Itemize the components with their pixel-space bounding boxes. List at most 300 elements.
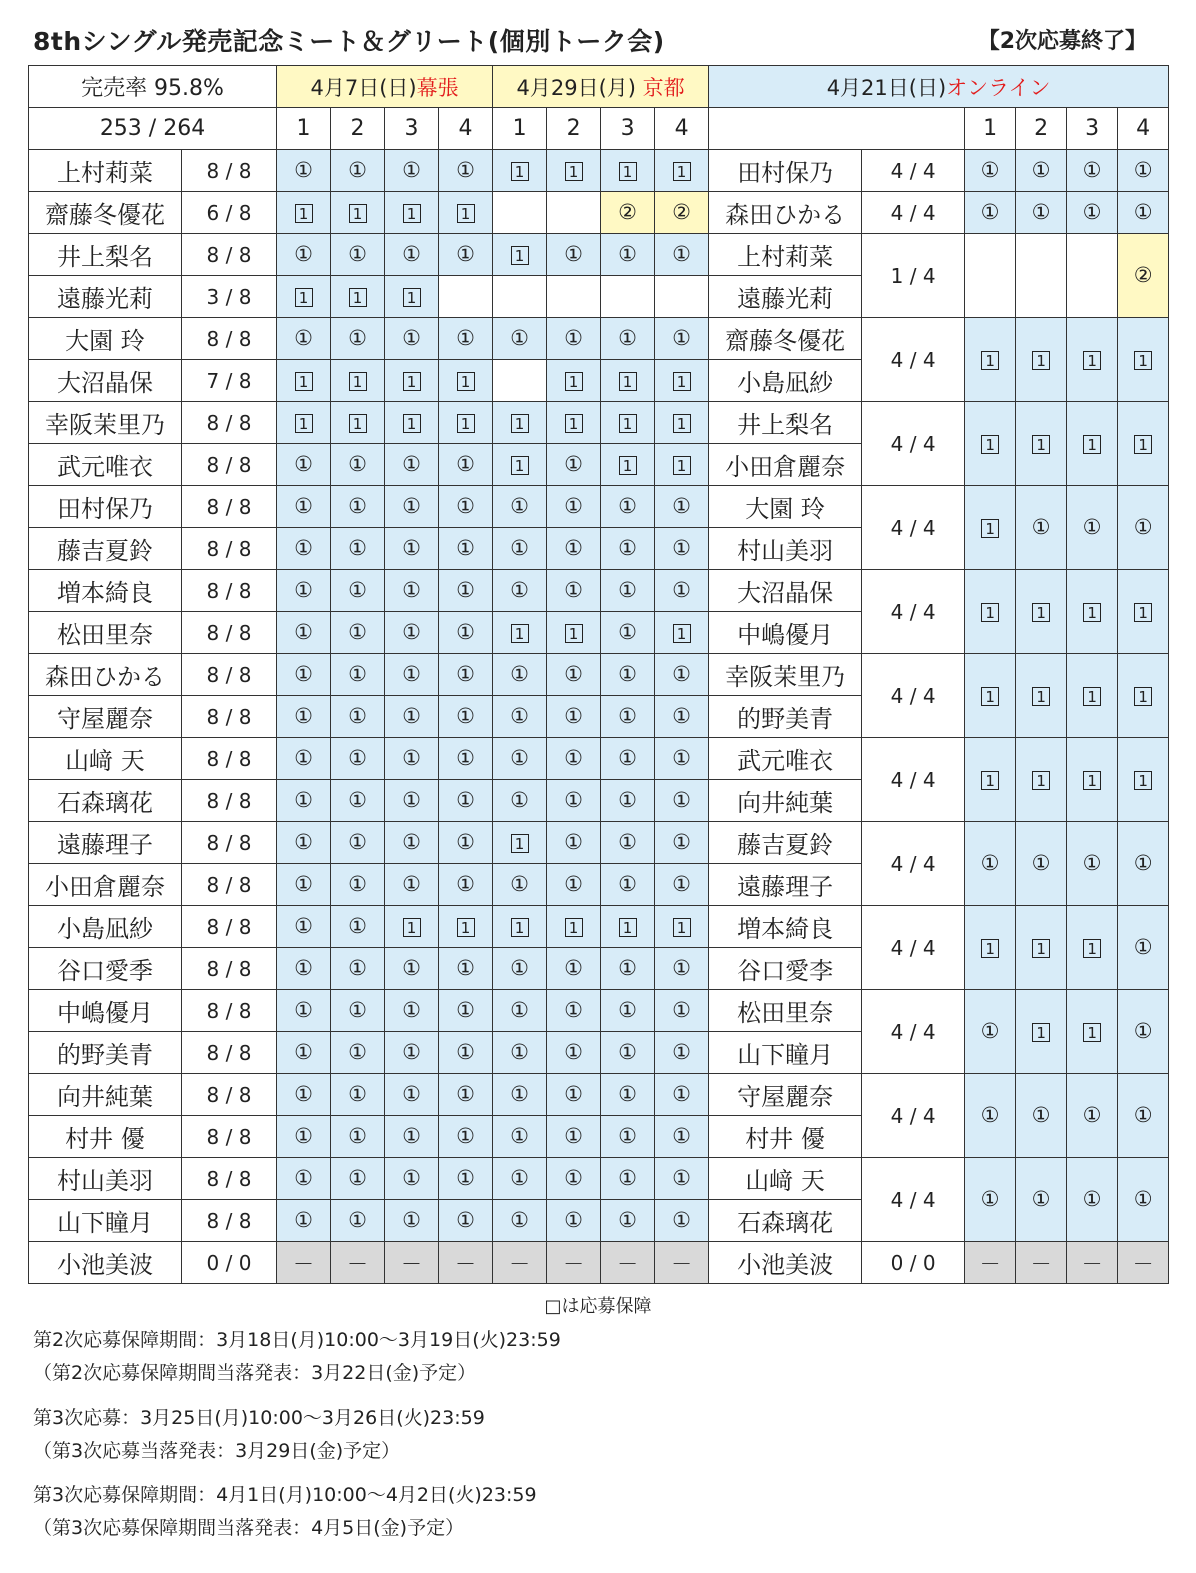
event-place: 京都 xyxy=(642,75,685,100)
slot-cell xyxy=(439,696,493,738)
circled-one-icon: ① xyxy=(294,662,313,686)
sold-ratio: 8 / 8 xyxy=(182,1074,277,1116)
circled-one-icon: ① xyxy=(294,830,313,854)
slot-cell xyxy=(1118,570,1169,654)
circled-one-icon: ① xyxy=(456,704,475,728)
circled-one-icon: ① xyxy=(672,1124,691,1148)
circled-one-icon: ① xyxy=(294,1040,313,1064)
sold-ratio: 8 / 8 xyxy=(182,1200,277,1242)
slot-cell xyxy=(1016,486,1067,570)
slot-cell xyxy=(1067,906,1118,990)
slot-number: 3 xyxy=(601,108,655,150)
boxed-one-icon: 1 xyxy=(295,204,313,223)
slot-cell xyxy=(439,990,493,1032)
slot-cell xyxy=(547,738,601,780)
slot-cell xyxy=(547,1074,601,1116)
slot-cell xyxy=(277,612,331,654)
boxed-one-icon: 1 xyxy=(673,456,691,475)
slot-cell xyxy=(493,318,547,360)
slot-cell xyxy=(547,1242,601,1284)
boxed-one-icon: 1 xyxy=(673,624,691,643)
event-date: 4月29日(月) xyxy=(516,75,643,100)
slot-cell xyxy=(277,948,331,990)
circled-one-icon: ① xyxy=(348,704,367,728)
circled-one-icon: ① xyxy=(348,242,367,266)
circled-one-icon: ① xyxy=(1133,158,1153,182)
slot-cell xyxy=(493,612,547,654)
online-sold-ratio: 4 / 4 xyxy=(862,150,965,192)
boxed-one-icon: 1 xyxy=(619,162,637,181)
slot-cell xyxy=(277,906,331,948)
slot-cell xyxy=(965,486,1016,570)
slot-cell xyxy=(385,570,439,612)
circled-one-icon: ① xyxy=(510,956,529,980)
circled-one-icon: ① xyxy=(294,494,313,518)
circled-one-icon: ① xyxy=(510,494,529,518)
circled-one-icon: ① xyxy=(1031,200,1051,224)
slot-cell xyxy=(547,444,601,486)
slot-cell xyxy=(385,528,439,570)
event-header-makuhari xyxy=(277,66,493,108)
circled-one-icon: ① xyxy=(294,998,313,1022)
circled-one-icon: ① xyxy=(980,851,1000,875)
circled-one-icon: ① xyxy=(564,998,583,1022)
slot-cell xyxy=(601,528,655,570)
circled-one-icon: ① xyxy=(402,830,421,854)
boxed-one-icon: 1 xyxy=(673,372,691,391)
slot-cell xyxy=(331,150,385,192)
slot-cell xyxy=(277,990,331,1032)
sold-ratio: 8 / 8 xyxy=(182,318,277,360)
circled-one-icon: ① xyxy=(510,1208,529,1232)
slot-cell xyxy=(277,234,331,276)
slot-cell xyxy=(385,1032,439,1074)
slot-cell xyxy=(331,1074,385,1116)
boxed-one-icon: 1 xyxy=(295,372,313,391)
circled-one-icon: ① xyxy=(980,1103,1000,1127)
member-name: 小田倉麗奈 xyxy=(29,864,182,906)
circled-one-icon: ① xyxy=(348,620,367,644)
circled-one-icon: ① xyxy=(1133,515,1153,539)
slot-cell xyxy=(655,234,709,276)
circled-one-icon: ① xyxy=(564,830,583,854)
boxed-one-icon: 1 xyxy=(1083,351,1101,370)
circled-one-icon: ① xyxy=(348,830,367,854)
circled-one-icon: ① xyxy=(456,1166,475,1190)
table-row xyxy=(29,822,1169,864)
slot-cell xyxy=(601,612,655,654)
circled-one-icon: ① xyxy=(618,1082,637,1106)
slot-cell xyxy=(439,612,493,654)
circled-one-icon: ① xyxy=(348,662,367,686)
circled-one-icon: ① xyxy=(1133,935,1153,959)
circled-one-icon: ① xyxy=(510,872,529,896)
dash-icon: － xyxy=(455,1251,477,1276)
boxed-one-icon: 1 xyxy=(565,414,583,433)
circled-one-icon: ① xyxy=(980,1187,1000,1211)
slot-cell xyxy=(331,1116,385,1158)
circled-one-icon: ① xyxy=(618,620,637,644)
circled-one-icon: ① xyxy=(564,452,583,476)
slot-cell xyxy=(965,822,1016,906)
circled-one-icon: ① xyxy=(980,158,1000,182)
circled-one-icon: ① xyxy=(348,1166,367,1190)
circled-one-icon: ① xyxy=(348,1124,367,1148)
online-member-name: 井上梨名 xyxy=(709,402,862,444)
slot-cell xyxy=(601,1242,655,1284)
slot-cell xyxy=(601,1200,655,1242)
circled-one-icon: ① xyxy=(294,1124,313,1148)
circled-one-icon: ① xyxy=(348,158,367,182)
circled-one-icon: ① xyxy=(402,536,421,560)
circled-one-icon: ① xyxy=(672,704,691,728)
slot-cell xyxy=(385,276,439,318)
slot-cell xyxy=(493,948,547,990)
slot-cell xyxy=(655,780,709,822)
online-member-name: 山下瞳月 xyxy=(709,1032,862,1074)
member-name: 山﨑 天 xyxy=(29,738,182,780)
slot-cell xyxy=(331,654,385,696)
boxed-one-icon: 1 xyxy=(1032,351,1050,370)
boxed-one-icon: 1 xyxy=(981,603,999,622)
slot-cell xyxy=(385,906,439,948)
dash-icon: － xyxy=(1030,1251,1052,1276)
slot-cell xyxy=(493,486,547,528)
slot-cell xyxy=(547,528,601,570)
circled-one-icon: ① xyxy=(564,1040,583,1064)
boxed-one-icon: 1 xyxy=(1032,603,1050,622)
online-sold-ratio: 4 / 4 xyxy=(862,570,965,654)
slot-cell xyxy=(439,570,493,612)
slot-cell xyxy=(439,780,493,822)
circled-one-icon: ① xyxy=(348,536,367,560)
boxed-one-icon: 1 xyxy=(511,456,529,475)
sold-ratio: 7 / 8 xyxy=(182,360,277,402)
slot-cell xyxy=(547,150,601,192)
circled-one-icon: ① xyxy=(1031,1187,1051,1211)
slot-cell xyxy=(277,1032,331,1074)
slot-cell xyxy=(331,528,385,570)
slot-cell xyxy=(493,1074,547,1116)
sold-ratio: 8 / 8 xyxy=(182,486,277,528)
circled-one-icon: ① xyxy=(672,536,691,560)
boxed-one-icon: 1 xyxy=(673,918,691,937)
sold-ratio: 8 / 8 xyxy=(182,1032,277,1074)
slot-cell xyxy=(655,402,709,444)
circled-one-icon: ① xyxy=(564,788,583,812)
sold-ratio: 8 / 8 xyxy=(182,528,277,570)
dash-icon: － xyxy=(293,1251,315,1276)
slot-cell xyxy=(601,906,655,948)
boxed-one-icon: 1 xyxy=(981,771,999,790)
slot-cell xyxy=(547,276,601,318)
slot-cell xyxy=(1118,192,1169,234)
slot-cell xyxy=(385,360,439,402)
circled-one-icon: ① xyxy=(1082,851,1102,875)
member-name: 井上梨名 xyxy=(29,234,182,276)
sold-count: 253 / 264 xyxy=(29,108,277,150)
slot-cell xyxy=(547,1116,601,1158)
online-sold-ratio: 4 / 4 xyxy=(862,486,965,570)
slot-cell xyxy=(493,276,547,318)
slot-cell xyxy=(277,528,331,570)
member-name: 大園 玲 xyxy=(29,318,182,360)
slot-cell xyxy=(547,780,601,822)
circled-two-icon: ② xyxy=(1133,263,1153,287)
circled-one-icon: ① xyxy=(1031,515,1051,539)
slot-cell xyxy=(277,780,331,822)
boxed-one-icon: 1 xyxy=(619,372,637,391)
dash-icon: － xyxy=(1132,1251,1154,1276)
event-header-kyoto xyxy=(493,66,709,108)
circled-one-icon: ① xyxy=(402,1166,421,1190)
slot-number: 1 xyxy=(493,108,547,150)
online-member-name: 向井純葉 xyxy=(709,780,862,822)
slot-cell xyxy=(331,738,385,780)
boxed-one-icon: 1 xyxy=(1134,603,1152,622)
slot-cell xyxy=(493,360,547,402)
circled-one-icon: ① xyxy=(564,1208,583,1232)
circled-one-icon: ① xyxy=(618,956,637,980)
sold-ratio: 8 / 8 xyxy=(182,234,277,276)
table-row xyxy=(29,402,1169,444)
slot-cell xyxy=(1016,150,1067,192)
slot-cell xyxy=(655,696,709,738)
slot-cell xyxy=(493,864,547,906)
circled-one-icon: ① xyxy=(402,872,421,896)
slot-cell xyxy=(1067,192,1118,234)
circled-one-icon: ① xyxy=(294,1208,313,1232)
page-title: 8thシングル発売記念ミート＆グリート(個別トーク会) xyxy=(33,27,665,56)
circled-one-icon: ① xyxy=(294,746,313,770)
slot-cell xyxy=(439,1242,493,1284)
circled-one-icon: ① xyxy=(402,578,421,602)
slot-cell xyxy=(655,360,709,402)
boxed-one-icon: 1 xyxy=(981,351,999,370)
circled-one-icon: ① xyxy=(564,956,583,980)
slot-cell xyxy=(331,948,385,990)
slot-cell xyxy=(439,276,493,318)
slot-cell xyxy=(1067,1158,1118,1242)
slot-cell xyxy=(655,192,709,234)
slot-number: 4 xyxy=(439,108,493,150)
slot-cell xyxy=(1118,318,1169,402)
slot-cell xyxy=(965,1074,1016,1158)
slot-cell xyxy=(385,1116,439,1158)
slot-cell xyxy=(385,1200,439,1242)
online-member-name: 村井 優 xyxy=(709,1116,862,1158)
slot-cell xyxy=(439,864,493,906)
circled-one-icon: ① xyxy=(294,788,313,812)
slot-cell xyxy=(439,906,493,948)
boxed-one-icon: 1 xyxy=(511,162,529,181)
circled-one-icon: ① xyxy=(672,788,691,812)
dash-icon: － xyxy=(1081,1251,1103,1276)
slot-cell xyxy=(601,276,655,318)
slot-cell xyxy=(601,864,655,906)
circled-one-icon: ① xyxy=(402,1124,421,1148)
online-member-name: 森田ひかる xyxy=(709,192,862,234)
circled-one-icon: ① xyxy=(672,242,691,266)
circled-one-icon: ① xyxy=(618,242,637,266)
slot-cell xyxy=(601,1074,655,1116)
slot-cell xyxy=(439,444,493,486)
slot-cell xyxy=(655,1200,709,1242)
slot-cell xyxy=(655,948,709,990)
slot-cell xyxy=(331,990,385,1032)
dash-icon: － xyxy=(617,1251,639,1276)
online-member-name: 守屋麗奈 xyxy=(709,1074,862,1116)
circled-one-icon: ① xyxy=(456,326,475,350)
circled-one-icon: ① xyxy=(672,872,691,896)
slot-cell xyxy=(1067,570,1118,654)
online-sold-ratio: 4 / 4 xyxy=(862,822,965,906)
slot-cell xyxy=(965,654,1016,738)
slot-cell xyxy=(277,864,331,906)
circled-one-icon: ① xyxy=(510,788,529,812)
slot-cell xyxy=(385,948,439,990)
slot-cell xyxy=(385,612,439,654)
slot-cell xyxy=(601,444,655,486)
slot-cell xyxy=(385,780,439,822)
slot-cell xyxy=(655,654,709,696)
member-name: 遠藤理子 xyxy=(29,822,182,864)
slot-number: 2 xyxy=(1016,108,1067,150)
footer-line: 第3次応募保障期間：4月1日(月)10:00～4月2日(火)23:59 xyxy=(33,1484,537,1506)
slot-cell xyxy=(439,234,493,276)
slot-cell xyxy=(385,1158,439,1200)
slot-cell xyxy=(601,150,655,192)
online-member-name: 小池美波 xyxy=(709,1242,862,1284)
slot-cell xyxy=(439,1032,493,1074)
circled-one-icon: ① xyxy=(1133,1103,1153,1127)
circled-one-icon: ① xyxy=(294,704,313,728)
online-member-name: 上村莉菜 xyxy=(709,234,862,276)
slot-cell xyxy=(1118,990,1169,1074)
circled-one-icon: ① xyxy=(402,956,421,980)
circled-one-icon: ① xyxy=(618,788,637,812)
slot-cell xyxy=(965,990,1016,1074)
slot-cell xyxy=(493,1200,547,1242)
slot-cell xyxy=(1118,1158,1169,1242)
dash-icon: － xyxy=(563,1251,585,1276)
dash-icon: － xyxy=(979,1251,1001,1276)
slot-cell xyxy=(439,948,493,990)
slot-cell xyxy=(1016,990,1067,1074)
circled-one-icon: ① xyxy=(348,914,367,938)
slot-cell xyxy=(965,192,1016,234)
circled-one-icon: ① xyxy=(402,998,421,1022)
member-name: 田村保乃 xyxy=(29,486,182,528)
table-row xyxy=(29,738,1169,780)
circled-one-icon: ① xyxy=(564,242,583,266)
slot-cell xyxy=(1067,402,1118,486)
boxed-one-icon: 1 xyxy=(981,435,999,454)
footer-line: （第3次応募当落発表：3月29日(金)予定） xyxy=(33,1440,401,1462)
slot-cell xyxy=(331,780,385,822)
slot-cell xyxy=(277,192,331,234)
member-name: 武元唯衣 xyxy=(29,444,182,486)
circled-one-icon: ① xyxy=(456,788,475,812)
slot-cell xyxy=(493,570,547,612)
header-row-events xyxy=(29,66,1169,108)
slot-cell xyxy=(655,864,709,906)
sold-ratio: 3 / 8 xyxy=(182,276,277,318)
slot-cell xyxy=(277,738,331,780)
slot-cell xyxy=(1118,738,1169,822)
boxed-one-icon: 1 xyxy=(403,414,421,433)
slot-cell xyxy=(1016,402,1067,486)
slot-cell xyxy=(493,150,547,192)
slot-cell xyxy=(547,612,601,654)
slot-cell xyxy=(1016,1158,1067,1242)
circled-one-icon: ① xyxy=(564,704,583,728)
slot-cell xyxy=(1118,906,1169,990)
slot-cell xyxy=(493,1116,547,1158)
circled-one-icon: ① xyxy=(672,494,691,518)
boxed-one-icon: 1 xyxy=(981,939,999,958)
dash-icon: － xyxy=(671,1251,693,1276)
online-member-name: 藤吉夏鈴 xyxy=(709,822,862,864)
slot-cell xyxy=(331,1200,385,1242)
slot-cell xyxy=(547,486,601,528)
slot-cell xyxy=(1067,1242,1118,1284)
slot-cell xyxy=(965,570,1016,654)
online-member-name: 遠藤理子 xyxy=(709,864,862,906)
slot-cell xyxy=(547,570,601,612)
boxed-one-icon: 1 xyxy=(1083,435,1101,454)
online-sold-ratio: 0 / 0 xyxy=(862,1242,965,1284)
slot-cell xyxy=(655,1158,709,1200)
circled-one-icon: ① xyxy=(564,1082,583,1106)
slot-cell xyxy=(965,906,1016,990)
slot-cell xyxy=(547,1200,601,1242)
slot-cell xyxy=(493,528,547,570)
circled-two-icon: ② xyxy=(672,200,691,224)
circled-one-icon: ① xyxy=(1133,851,1153,875)
slot-cell xyxy=(601,780,655,822)
member-name: 松田里奈 xyxy=(29,612,182,654)
slot-cell xyxy=(601,654,655,696)
slot-cell xyxy=(1016,318,1067,402)
circled-one-icon: ① xyxy=(402,1208,421,1232)
circled-one-icon: ① xyxy=(348,998,367,1022)
circled-one-icon: ① xyxy=(618,1124,637,1148)
slot-cell xyxy=(655,486,709,528)
online-sold-ratio: 4 / 4 xyxy=(862,654,965,738)
slot-cell xyxy=(331,444,385,486)
boxed-one-icon: 1 xyxy=(511,624,529,643)
circled-one-icon: ① xyxy=(564,1166,583,1190)
boxed-one-icon: 1 xyxy=(1032,771,1050,790)
member-name: 向井純葉 xyxy=(29,1074,182,1116)
slot-cell xyxy=(439,738,493,780)
slot-cell xyxy=(1118,654,1169,738)
circled-one-icon: ① xyxy=(1082,158,1102,182)
circled-one-icon: ① xyxy=(402,326,421,350)
circled-one-icon: ① xyxy=(294,242,313,266)
table-row xyxy=(29,192,1169,234)
member-name: 小島凪紗 xyxy=(29,906,182,948)
slot-cell xyxy=(277,1158,331,1200)
boxed-one-icon: 1 xyxy=(1083,1023,1101,1042)
slot-cell xyxy=(965,150,1016,192)
slot-cell xyxy=(331,360,385,402)
online-member-name: 小島凪紗 xyxy=(709,360,862,402)
slot-cell xyxy=(439,1116,493,1158)
boxed-one-icon: 1 xyxy=(1032,1023,1050,1042)
online-member-name: 小田倉麗奈 xyxy=(709,444,862,486)
